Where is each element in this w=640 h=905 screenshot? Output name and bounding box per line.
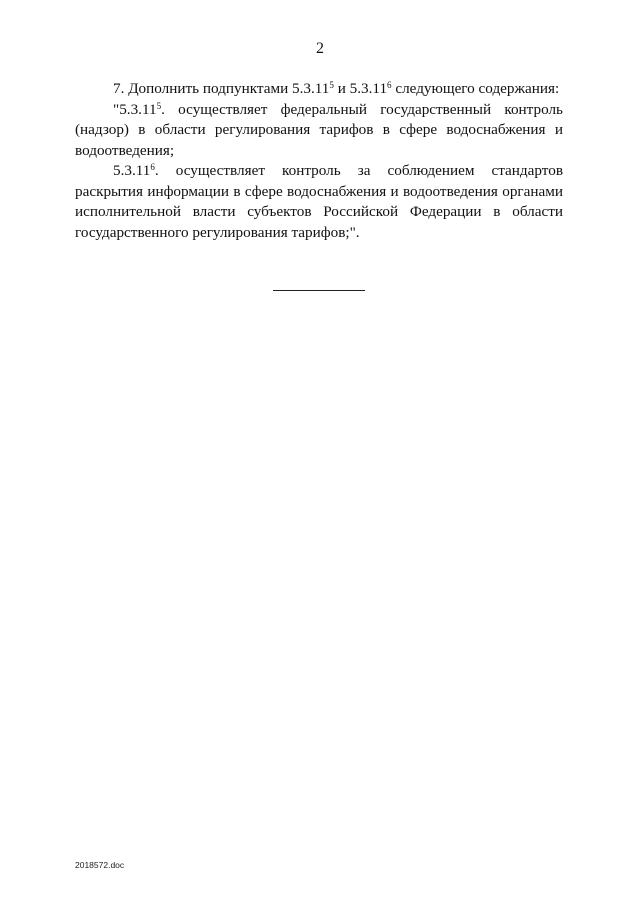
superscript-5: 5 [329,80,334,90]
intro-text-end: следующего содержания: [391,80,560,97]
subclause-number: 5.3.11 [113,162,151,179]
subclause-text: . осуществляет федеральный государственный контроль (надзор) в области регулирования тарифов в сфере водоснабжения и водоотведения; [75,100,563,159]
intro-text-start: 7. Дополнить подпунктами 5.3.11 [113,80,330,97]
subclause-superscript: 5 [156,100,162,111]
end-divider-line [273,290,365,291]
subclause-number: "5.3.11 [113,100,157,118]
superscript-6: 6 [387,80,392,90]
subclause-5-3-11-6 [75,161,563,243]
subclause-5-3-11-5 [75,100,563,162]
amendment-item-7 [75,79,563,100]
intro-text-middle: и 5.3.11 [333,80,388,97]
subclause-text: . осуществляет контроль за соблюдением стандартов раскрытия информации в сфере водоснабжения и водоотведения органами исполнительной власти субъектов Российской Федерации в области государственного регулирования тарифов;". [75,162,563,241]
subclause-superscript: 6 [150,162,155,172]
page-number: 2 [316,40,324,57]
document-body [75,79,563,243]
document-id-footer: 2018572.doc [75,860,125,870]
